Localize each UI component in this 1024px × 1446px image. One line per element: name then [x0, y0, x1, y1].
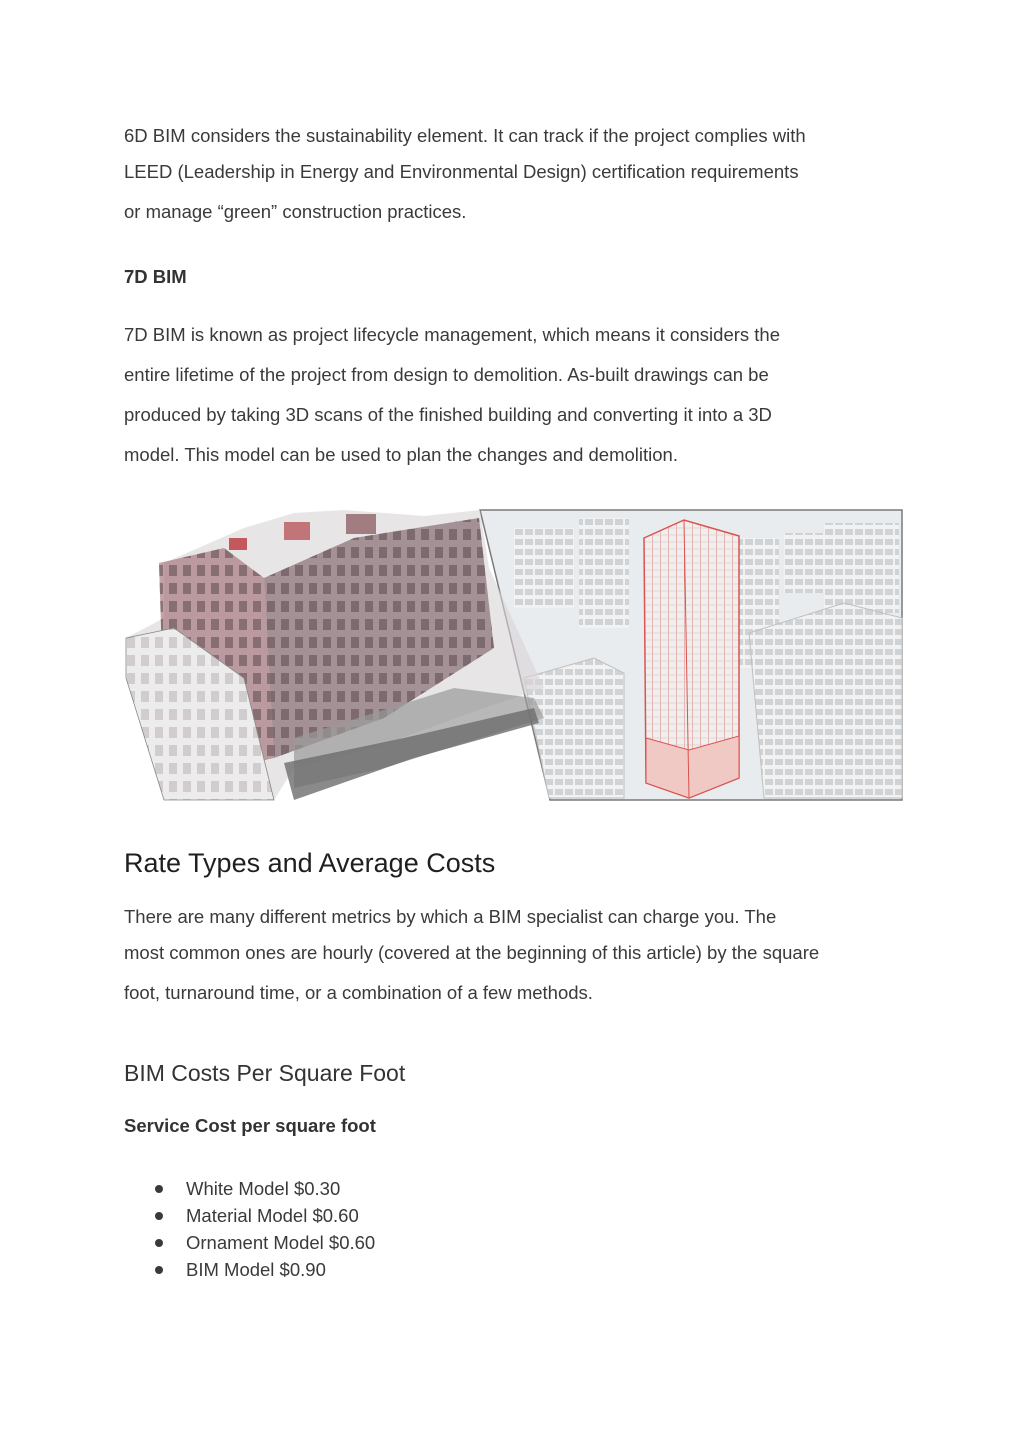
paragraph-7d-bim — [124, 323, 904, 467]
list-item — [124, 1229, 375, 1256]
paragraph-line: model. This model can be used to plan the changes and demolition. — [124, 444, 678, 465]
bullet-icon — [155, 1266, 163, 1274]
list-item — [124, 1256, 375, 1283]
paragraph-line: produced by taking 3D scans of the finished building and converting it into a 3D — [124, 404, 772, 425]
list-item-label: BIM Model $0.90 — [186, 1259, 326, 1280]
paragraph-line: LEED (Leadership in Energy and Environmental Design) certification requirements — [124, 161, 799, 182]
bullet-icon — [155, 1239, 163, 1247]
list-item — [124, 1202, 375, 1229]
heading-rate-types: Rate Types and Average Costs — [124, 848, 496, 878]
list-item-label: Ornament Model $0.60 — [186, 1232, 376, 1253]
paragraph-line: 6D BIM considers the sustainability element. It can track if the project complies with — [124, 125, 806, 146]
paragraph-rate-types — [124, 905, 904, 1005]
paragraph-line: entire lifetime of the project from design to demolition. As-built drawings can be — [124, 364, 769, 385]
paragraph-line: 7D BIM is known as project lifecycle management, which means it considers the — [124, 324, 781, 345]
heading-7d-bim: 7D BIM — [124, 266, 187, 287]
list-item-label: White Model $0.30 — [186, 1178, 341, 1199]
paragraph-line: There are many different metrics by which a BIM specialist can charge you. The — [124, 906, 777, 927]
paragraph-line: most common ones are hourly (covered at the beginning of this article) by the square — [124, 942, 820, 963]
paragraph-6d-bim — [124, 123, 904, 225]
list-item — [124, 1175, 375, 1202]
building-model-illustration — [124, 508, 904, 802]
paragraph-line: foot, turnaround time, or a combination of a few methods. — [124, 982, 593, 1003]
bullet-icon — [155, 1212, 163, 1220]
cost-list — [124, 1175, 375, 1283]
subheading-service-cost: Service Cost per square foot — [124, 1115, 376, 1136]
bullet-icon — [155, 1185, 163, 1193]
paragraph-line: or manage “green” construction practices. — [124, 201, 467, 222]
list-item-label: Material Model $0.60 — [186, 1205, 359, 1226]
heading-costs-per-sqft: BIM Costs Per Square Foot — [124, 1060, 406, 1086]
